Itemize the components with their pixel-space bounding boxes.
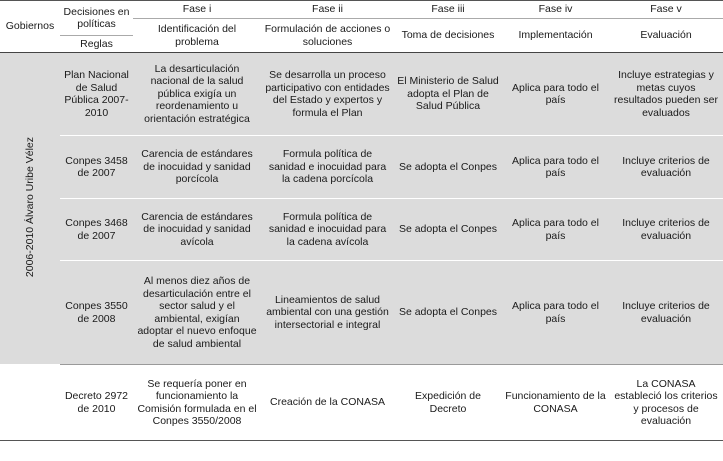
row-cell-fase-2: Creación de la CONASA — [261, 365, 394, 441]
row-cell-fase-1: Se requería poner en funcionamiento la Comisión formulada en el Conpes 3550/2008 — [133, 365, 261, 441]
header-fase-4-desc: Implementación — [502, 19, 609, 53]
row-cell-fase-5: Incluye criterios de evaluación — [609, 136, 723, 199]
header-fase-2: Fase ii — [261, 1, 394, 19]
row-cell-fase-4: Aplica para todo el país — [502, 53, 609, 136]
row-cell-fase-3: Se adopta el Conpes — [394, 136, 502, 199]
row-decision: Plan Nacional de Salud Pública 2007-2010 — [60, 53, 133, 136]
row-cell-fase-5: Incluye estrategias y metas cuyos resultados pueden ser evaluados — [609, 53, 723, 136]
table-row — [0, 53, 723, 136]
row-decision: Conpes 3468 de 2007 — [60, 199, 133, 261]
table-row — [0, 261, 723, 365]
government-label: 2006-2010 Álvaro Uribe Vélez — [23, 136, 36, 277]
table-row — [0, 136, 723, 199]
row-cell-fase-1: Carencia de estándares de inocuidad y sanidad porcícola — [133, 136, 261, 199]
row-decision: Decreto 2972 de 2010 — [60, 365, 133, 441]
header-fase-2-desc: Formulación de acciones o soluciones — [261, 19, 394, 53]
row-cell-fase-1: Al menos diez años de desarticulación entre el sector salud y el ambiental, exigían adoptar el nuevo enfoque de salud ambiental — [133, 261, 261, 365]
header-fase-5: Fase v — [609, 1, 723, 19]
row-cell-fase-1: La desarticulación nacional de la salud pública exigía un reordenamiento u orientación estratégica — [133, 53, 261, 136]
row-cell-fase-4: Funcionamiento de la CONASA — [502, 365, 609, 441]
row-cell-fase-3: El Ministerio de Salud adopta el Plan de Salud Pública — [394, 53, 502, 136]
table-row — [0, 365, 723, 441]
row-cell-fase-2: Lineamientos de salud ambiental con una gestión intersectorial e integral — [261, 261, 394, 365]
row-cell-fase-3: Se adopta el Conpes — [394, 199, 502, 261]
header-fase-1: Fase i — [133, 1, 261, 19]
header-fase-1-desc: Identificación del problema — [133, 19, 261, 53]
header-gobiernos: Gobiernos — [0, 1, 60, 53]
empty-gov-cell — [0, 365, 60, 441]
header-fase-5-desc: Evaluación — [609, 19, 723, 53]
row-cell-fase-3: Expedición de Decreto — [394, 365, 502, 441]
row-cell-fase-1: Carencia de estándares de inocuidad y sanidad avícola — [133, 199, 261, 261]
row-cell-fase-3: Se adopta el Conpes — [394, 261, 502, 365]
header-fase-3-desc: Toma de decisiones — [394, 19, 502, 53]
row-cell-fase-4: Aplica para todo el país — [502, 199, 609, 261]
row-cell-fase-5: Incluye criterios de evaluación — [609, 261, 723, 365]
row-cell-fase-2: Se desarrolla un proceso participativo con entidades del Estado y expertos y formula el Plan — [261, 53, 394, 136]
row-decision: Conpes 3458 de 2007 — [60, 136, 133, 199]
header-decisiones: Decisiones en políticas — [60, 1, 133, 36]
row-cell-fase-5: Incluye criterios de evaluación — [609, 199, 723, 261]
government-cell — [0, 53, 60, 365]
table-row — [0, 199, 723, 261]
row-cell-fase-4: Aplica para todo el país — [502, 136, 609, 199]
row-decision: Conpes 3550 de 2008 — [60, 261, 133, 365]
row-cell-fase-4: Aplica para todo el país — [502, 261, 609, 365]
header-fase-4: Fase iv — [502, 1, 609, 19]
header-fase-3: Fase iii — [394, 1, 502, 19]
row-cell-fase-2: Formula política de sanidad e inocuidad para la cadena porcícola — [261, 136, 394, 199]
row-cell-fase-2: Formula política de sanidad e inocuidad para la cadena avícola — [261, 199, 394, 261]
row-cell-fase-5: La CONASA estableció los criterios y procesos de evaluación — [609, 365, 723, 441]
header-reglas: Reglas — [60, 36, 133, 53]
